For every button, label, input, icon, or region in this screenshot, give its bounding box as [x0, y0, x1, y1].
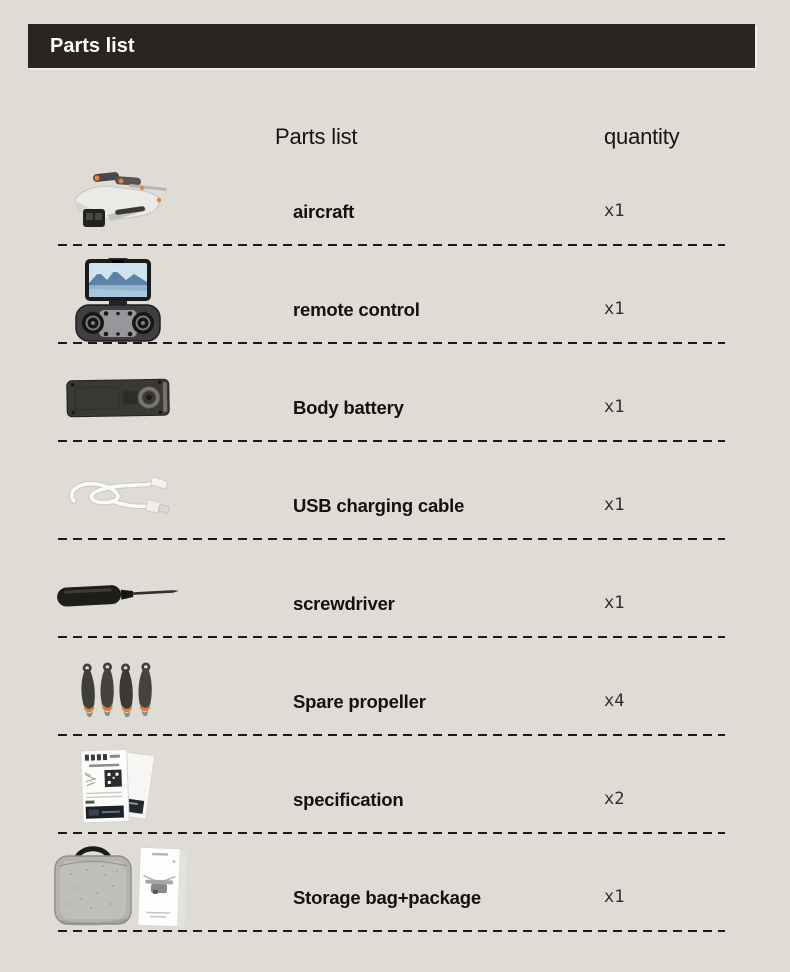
- row-divider: [58, 930, 725, 932]
- storage-bag-package-image: [38, 833, 198, 931]
- part-quantity: x1: [604, 593, 625, 613]
- screwdriver-image: [38, 539, 198, 637]
- body-battery-image: [38, 343, 198, 441]
- part-label: screwdriver: [293, 593, 395, 614]
- table-row: [0, 637, 790, 735]
- remote-control-image: [38, 245, 198, 343]
- table-row: [0, 735, 790, 833]
- spare-propeller-image: [38, 637, 198, 735]
- specification-image: [38, 735, 198, 833]
- table-row: [0, 441, 790, 539]
- part-label: remote control: [293, 299, 420, 320]
- part-quantity: x1: [604, 887, 625, 907]
- part-label: Spare propeller: [293, 691, 426, 712]
- column-header-parts: Parts list: [275, 124, 358, 149]
- table-row: [0, 539, 790, 637]
- table-row: [0, 245, 790, 343]
- part-quantity: x1: [604, 201, 625, 221]
- part-quantity: x2: [604, 789, 625, 809]
- part-label: specification: [293, 789, 404, 810]
- aircraft-image: [38, 147, 198, 245]
- part-quantity: x1: [604, 299, 625, 319]
- part-quantity: x4: [604, 691, 625, 711]
- part-quantity: x1: [604, 495, 625, 515]
- table-row: [0, 147, 790, 245]
- header-bar: [28, 24, 755, 68]
- table-row: [0, 343, 790, 441]
- column-header-quantity: quantity: [604, 124, 680, 149]
- usb-cable-image: [38, 441, 198, 539]
- part-label: USB charging cable: [293, 495, 465, 516]
- part-quantity: x1: [604, 397, 625, 417]
- parts-table: [0, 147, 790, 931]
- page-title: Parts list: [50, 35, 135, 57]
- part-label: Body battery: [293, 397, 404, 418]
- table-row: [0, 833, 790, 931]
- part-label: aircraft: [293, 201, 355, 222]
- part-label: Storage bag+package: [293, 887, 481, 908]
